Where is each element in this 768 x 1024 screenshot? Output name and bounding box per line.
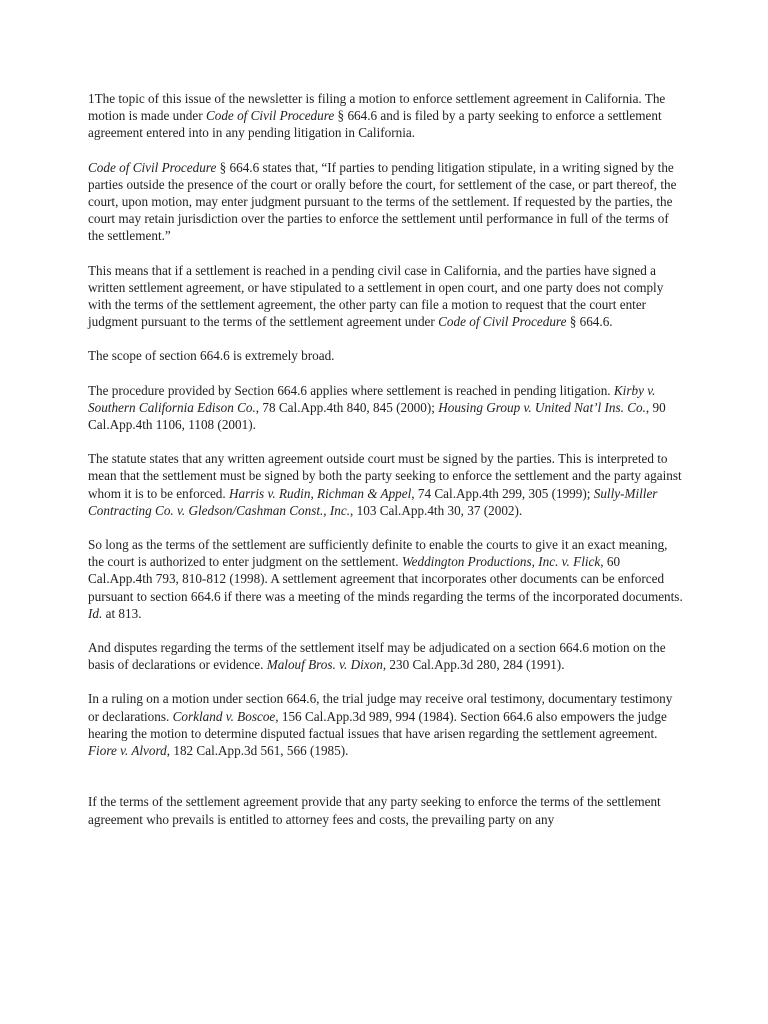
text-run: , 90 Cal.App.4th 1106, 1108 (2001). (88, 399, 666, 433)
case-citation: Housing Group v. United Nat’l Ins. Co. (438, 399, 646, 415)
text-run: In a ruling on a motion under section 664.6, the trial judge may receive oral testimony, documentary testimony or declarations. (88, 691, 673, 724)
paragraph-ruling (88, 690, 686, 759)
case-citation: Malouf Bros. v. Dixon (266, 657, 383, 673)
text-run: The scope of section 664.6 is extremely broad. (88, 348, 335, 364)
text-run: 1The topic of this issue of the newsletter is filing a motion to enforce settlement agreement in California. The motion is made under (88, 91, 666, 124)
text-run: , 74 Cal.App.4th 299, 305 (1999); (411, 485, 594, 501)
case-citation: Id. (88, 605, 103, 621)
statute-name: Code of Civil Procedure (88, 159, 217, 175)
text-run: § 664.6 and is filed by a party seeking to enforce a settlement agreement entered into in any pending litigation in California. (88, 108, 662, 141)
paragraph-intro (88, 90, 686, 142)
paragraph-scope (88, 347, 686, 364)
text-run: § 664.6. (566, 314, 613, 330)
paragraph-attorney-fees (88, 793, 686, 827)
paragraph-meaning (88, 262, 686, 331)
text-run: The statute states that any written agreement outside court must be signed by the parties. This is interpreted to mean that the settlement must be signed by both the party seeking to enforce the settlement and the party against whom it is to be enforced. (88, 451, 682, 501)
text-run: , 156 Cal.App.3d 989, 994 (1984). Section 664.6 also empowers the judge hearing the motion to determine disputed factual issues that have arisen regarding the settlement agreement. (88, 708, 667, 741)
text-run: , 103 Cal.App.4th 30, 37 (2002). (350, 502, 523, 518)
text-run: And disputes regarding the terms of the settlement itself may be adjudicated on a section 664.6 motion on the basis of declarations or evidence. (88, 640, 666, 673)
paragraph-disputes (88, 639, 686, 673)
text-run: at 813. (102, 605, 142, 621)
case-citation: Kirby v. Southern California Edison Co. (88, 382, 656, 415)
paragraph-signature-requirement (88, 450, 686, 519)
paragraph-statute-quote (88, 159, 686, 245)
text-run: , 60 Cal.App.4th 793, 810-812 (1998). A settlement agreement that incorporates other documents can be enforced pursuant to section 664.6 if there was a meeting of the minds regarding the terms of the incorporated documents. (88, 554, 683, 604)
case-citation: Weddington Productions, Inc. v. Flick (401, 554, 601, 570)
text-run: This means that if a settlement is reached in a pending civil case in California, and the parties have signed a written settlement agreement, or have stipulated to a settlement in open court, and one party does not comply with the terms of the settlement agreement, the other party can file a motion to request that the court enter judgment pursuant to the terms of the settlement agreement under (88, 262, 664, 330)
text-run: § 664.6 states that, “If parties to pending litigation stipulate, in a writing signed by the parties outside the presence of the court or orally before the court, for settlement of the case, or part thereof, the court, upon motion, may enter judgment pursuant to the terms of the settlement. If requested by the parties, the court may retain jurisdiction over the parties to enforce the settlement until performance in full of the terms of the settlement.” (88, 159, 677, 244)
text-run: , 182 Cal.App.3d 561, 566 (1985). (166, 743, 349, 759)
case-citation: Fiore v. Alvord (88, 743, 167, 759)
paragraph-definite-terms (88, 536, 686, 622)
text-run: , 230 Cal.App.3d 280, 284 (1991). (382, 657, 565, 673)
statute-name: Code of Civil Procedure (205, 108, 335, 124)
case-citation: Sully-Miller Contracting Co. v. Gledson/Cashman Const., Inc. (88, 485, 658, 518)
statute-name: Code of Civil Procedure (438, 314, 567, 330)
document-page (88, 90, 686, 828)
case-citation: Corkland v. Boscoe (172, 708, 276, 724)
text-run: So long as the terms of the settlement are sufficiently definite to enable the courts to give it an exact meaning, the court is authorized to enter judgment on the settlement. (88, 537, 668, 570)
text-run: The procedure provided by Section 664.6 applies where settlement is reached in pending litigation. (88, 382, 614, 398)
paragraph-procedure (88, 382, 686, 434)
text-run: If the terms of the settlement agreement provide that any party seeking to enforce the terms of the settlement agreement who prevails is entitled to attorney fees and costs, the prevailing party on any (88, 794, 661, 827)
case-citation: Harris v. Rudin, Richman & Appel (229, 485, 412, 501)
text-run: , 78 Cal.App.4th 840, 845 (2000); (255, 399, 439, 415)
